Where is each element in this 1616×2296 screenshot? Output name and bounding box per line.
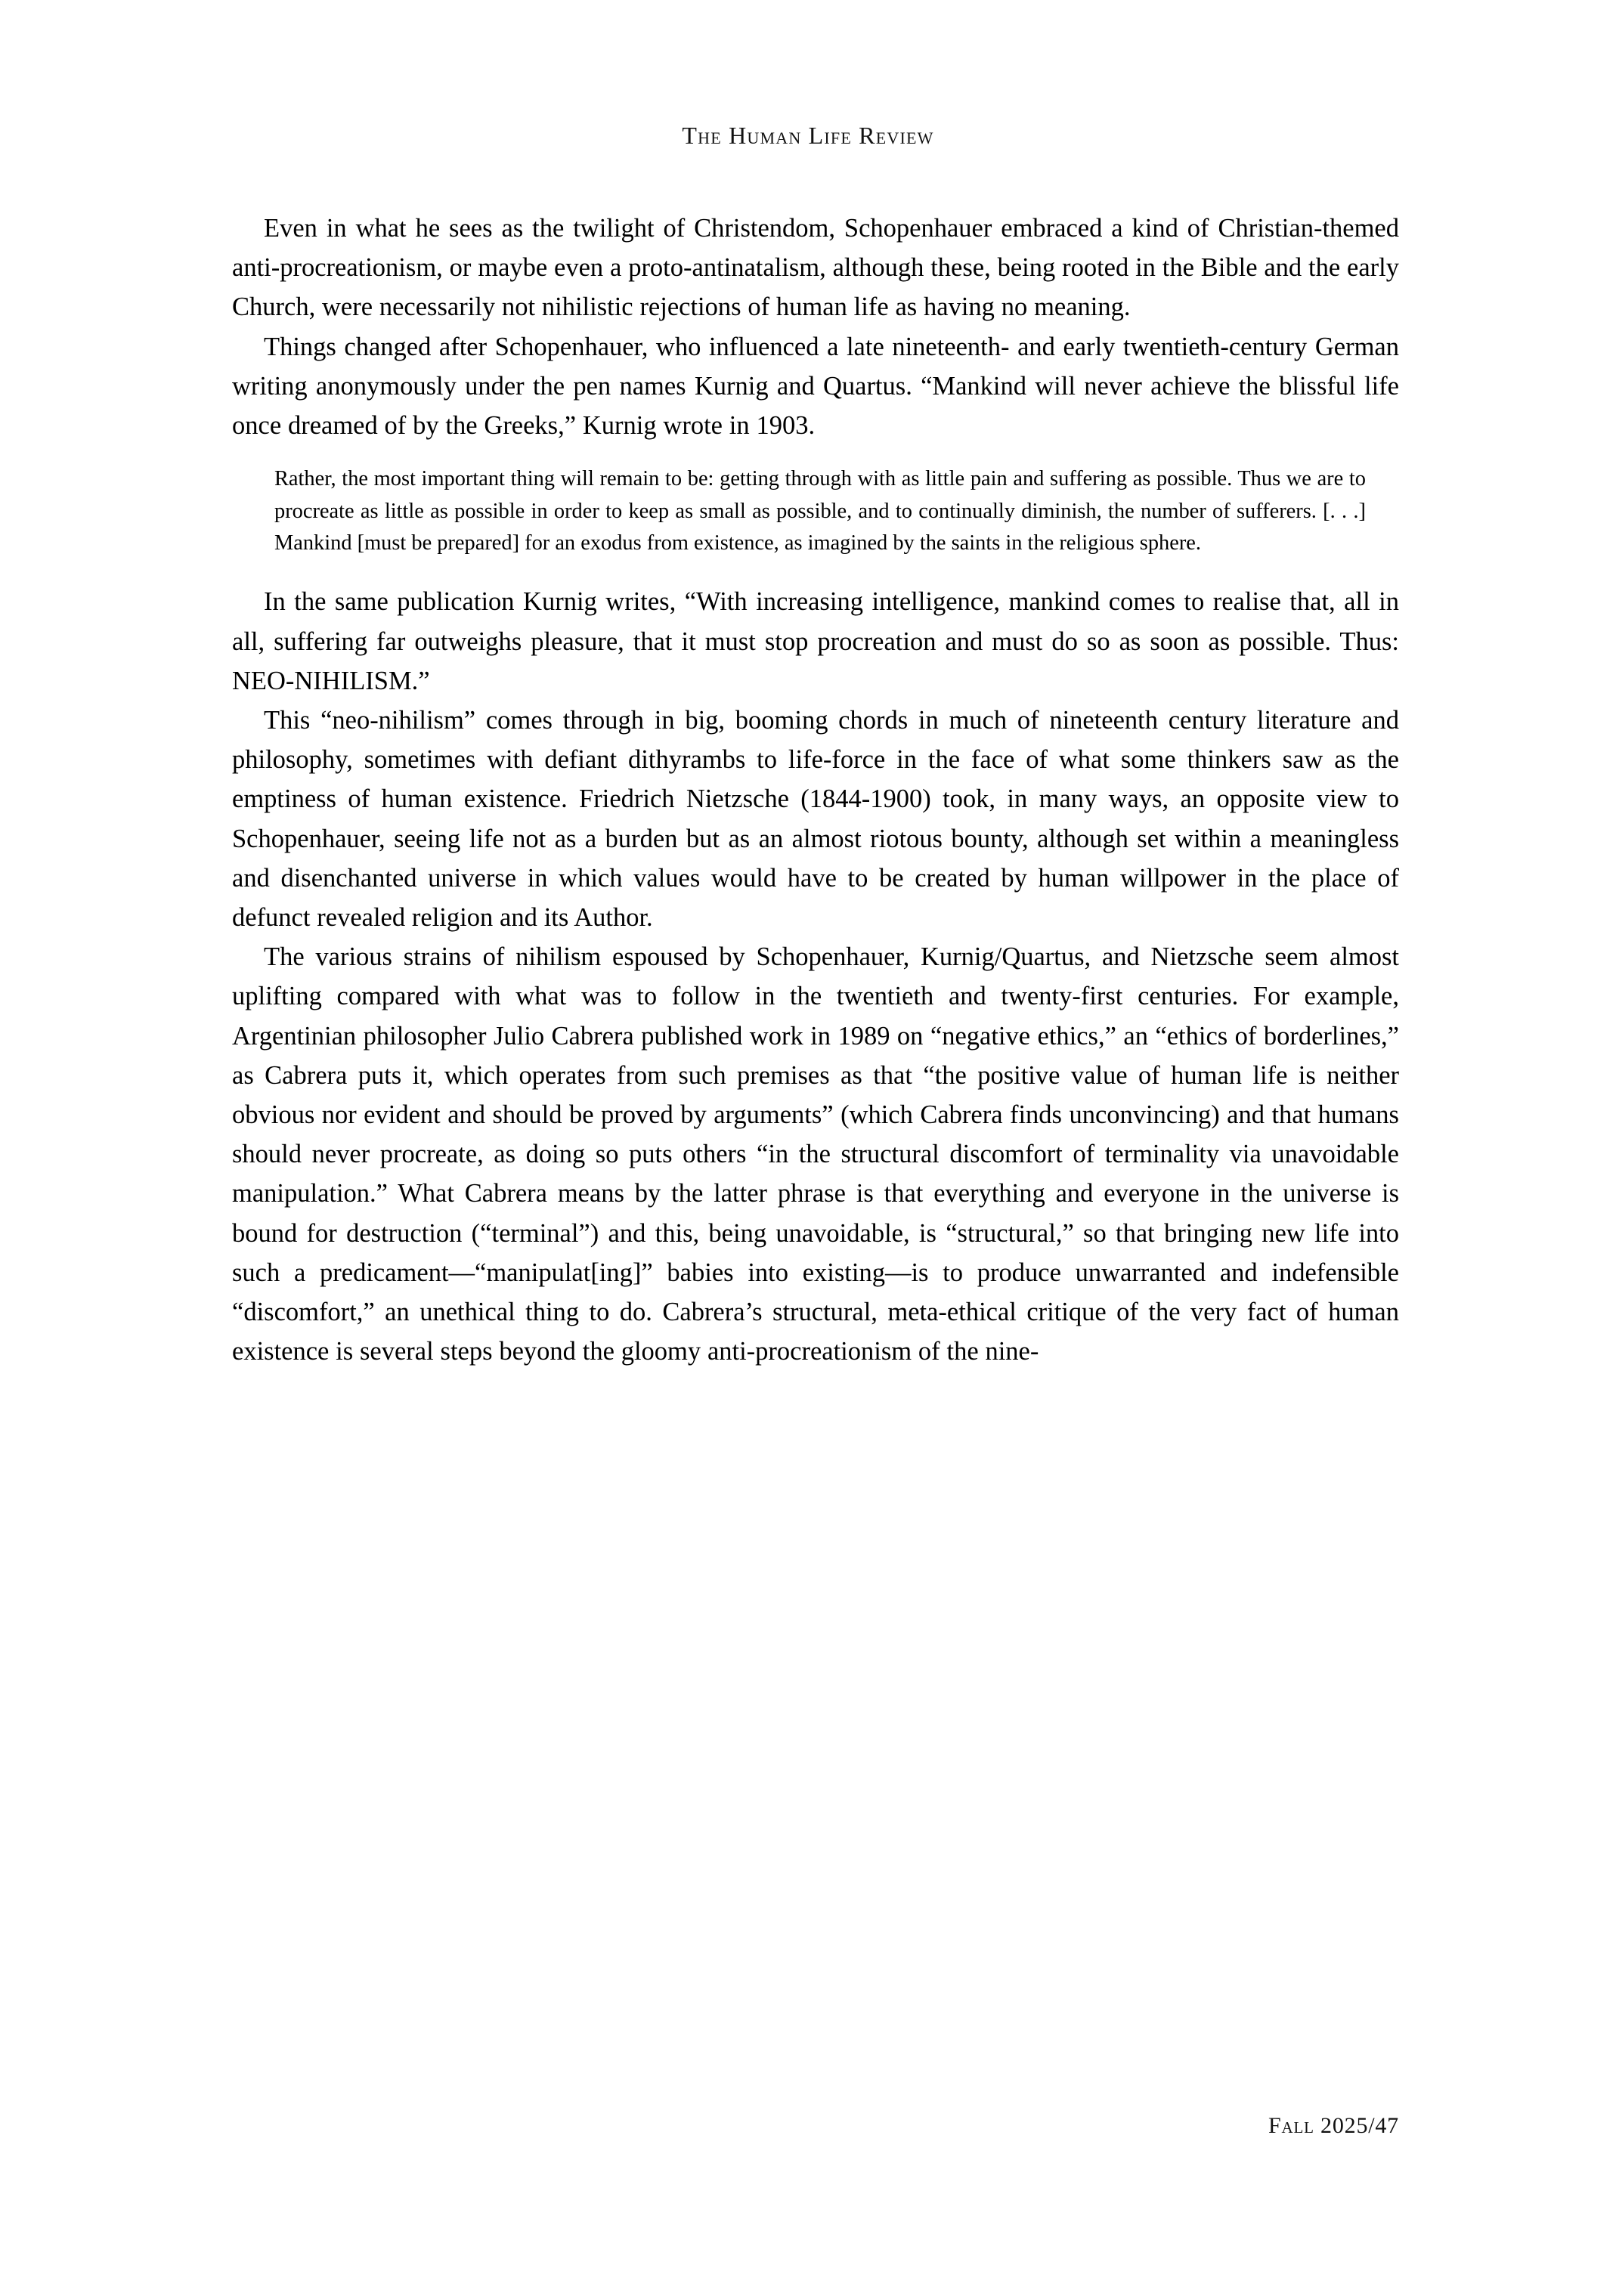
running-head: The Human Life Review: [682, 122, 934, 149]
text-column: [232, 209, 1399, 1372]
body-paragraph: In the same publication Kurnig writes, “With increasing intelligence, mankind comes to realise that, all in all, suffering far outweighs pleasure, that it must stop procreation and must do so as soon as possible. Thus: NEO-NIHILISM.”: [232, 587, 1399, 695]
block-quotation: [274, 445, 1366, 582]
page-folio: Fall 2025/47: [1268, 2113, 1399, 2138]
block-quotation-text: Rather, the most important thing will remain to be: getting through with as little pain and suffering as possible. Thus we are to procreate as little as possible in order to keep as small as possible, and to continually diminish, the number of sufferers. [. . .] Mankind [must be prepared] for an exodus from existence, as imagined by the saints in the religious sphere.: [274, 467, 1366, 555]
body-paragraph: Even in what he sees as the twilight of Christendom, Schopenhauer embraced a kind of Christian-themed anti-procreationism, or maybe even a proto-antinatalism, although these, being rooted in the Bible and the early Church, were necessarily not nihilistic rejections of human life as having no meaning.: [232, 214, 1399, 322]
body-paragraph: This “neo-nihilism” comes through in big, booming chords in much of nineteenth century literature and philosophy, sometimes with defiant dithyrambs to life-force in the face of what some thinkers saw as the emptiness of human existence. Friedrich Nietzsche (1844-1900) took, in many ways, an opposite view to Schopenhauer, seeing life not as a burden but as an almost riotous bounty, although set within a meaningless and disenchanted universe in which values would have to be created by human willpower in the place of defunct revealed religion and its Author.: [232, 706, 1399, 933]
body-paragraph: Things changed after Schopenhauer, who influenced a late nineteenth- and early twentieth-century German writing anonymously under the pen names Kurnig and Quartus. “Mankind will never achieve the blissful life once dreamed of by the Greeks,” Kurnig wrote in 1903.: [232, 332, 1399, 441]
body-paragraph: The various strains of nihilism espoused by Schopenhauer, Kurnig/Quartus, and Nietzsche seem almost uplifting compared with what was to follow in the twentieth and twenty-first centuries. For example, Argentinian philosopher Julio Cabrera published work in 1989 on “negative ethics,” an “ethics of borderlines,” as Cabrera puts it, which operates from such premises as that “the positive value of human life is neither obvious nor evident and should be proved by arguments” (which Cabrera finds unconvincing) and that humans should never procreate, as doing so puts others “in the structural discomfort of terminality via unavoidable manipulation.” What Cabrera means by the latter phrase is that everything and everyone in the universe is bound for destruction (“terminal”) and this, being unavoidable, is “structural,” so that bringing new life into such a predicament—“manipulat[ing]” babies into existing—is to produce unwarranted and indefensible “discomfort,” an unethical thing to do. Cabrera’s structural, meta-ethical critique of the very fact of human existence is several steps beyond the gloomy anti-procreationism of the nine-: [232, 942, 1399, 1366]
